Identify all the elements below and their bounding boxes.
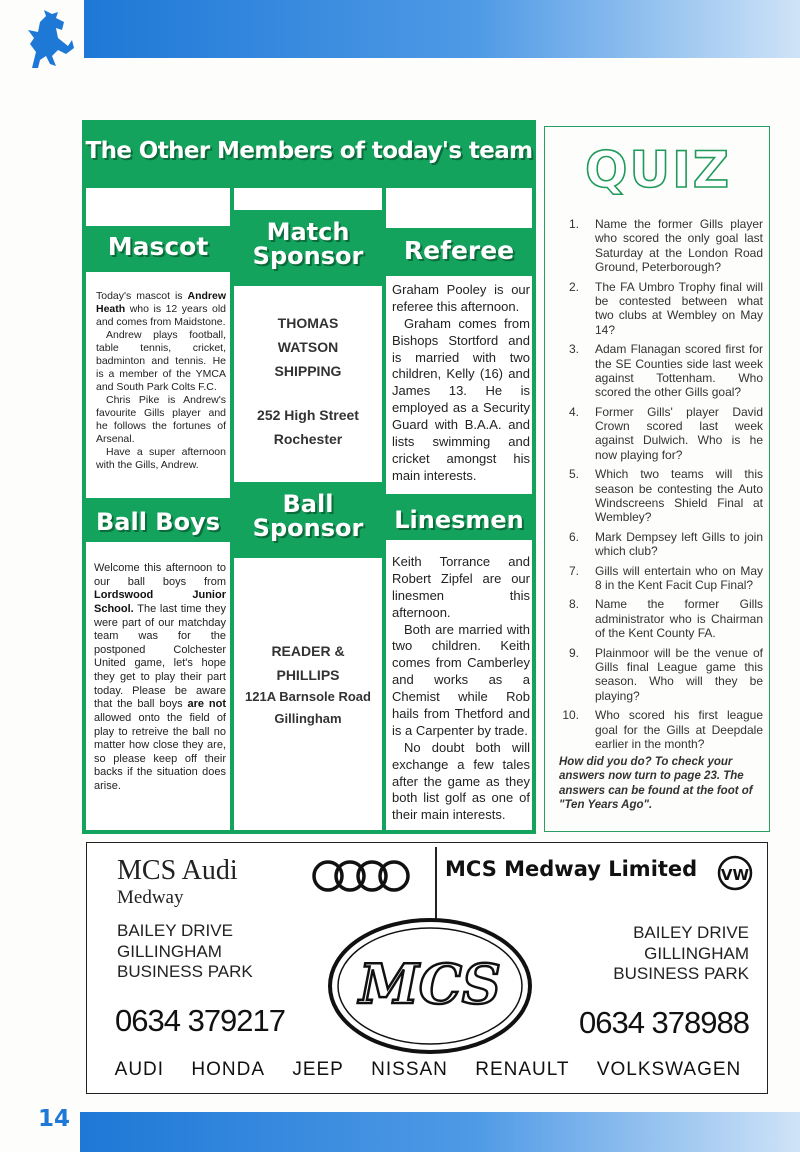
horse-logo-icon — [22, 8, 76, 70]
match-sponsor-address: 252 High Street Rochester — [257, 407, 359, 447]
audi-rings-icon — [311, 859, 411, 893]
advert-left-address: BAILEY DRIVE GILLINGHAM BUSINESS PARK — [117, 921, 253, 982]
make-renault: RENAULT — [475, 1059, 570, 1080]
referee-text: Graham Pooley is our referee this afternoon. Graham comes from Bishops Stortford and is married with two children, Kelly (16) and James 13. He is employed as a Security Guard with B.A.A. and lists swimming and cricket amongst his main interests. — [392, 282, 530, 483]
quiz-question: 10. Who scored his first league goal for the Gills at Deepdale earlier in the month? — [562, 708, 763, 751]
make-honda: HONDA — [191, 1059, 265, 1080]
ball-boys-text: Welcome this afternoon to our ball boys from Lordswood Junior School. The last time they were part of our matchday team was for the postponed Colchester United game, let's hope they get to play their part today. Please be aware that the ball boys are not allowed onto the field of play to retreive the ball no matter how close they are, so please keep off their backs if the situation does arise. — [94, 562, 226, 792]
svg-text:MCS: MCS — [359, 952, 501, 1016]
quiz-list — [557, 217, 763, 756]
ball-sponsor-heading: Ball Sponsor — [252, 490, 364, 542]
ball-sponsor-address: 121A Barnsole Road Gillingham — [245, 689, 371, 727]
quiz-question: 9. Plainmoor will be the venue of Gills final League game this season. Who will they be playing? — [568, 645, 763, 703]
quiz-question: 2. The FA Umbro Trophy final will be contested between what two clubs at Wembley on May 14? — [568, 279, 763, 337]
quiz-question: 5. Which two teams will this season be contesting the Auto Windscreens Shield Final at Wembley? — [568, 467, 763, 525]
mascot-heading: Mascot — [107, 232, 209, 261]
referee-heading: Referee — [403, 236, 515, 265]
footer-bar — [80, 1112, 800, 1152]
make-jeep: JEEP — [292, 1059, 344, 1080]
header-strip-right — [386, 188, 532, 228]
ball-boys-heading: Ball Boys — [95, 508, 220, 536]
vw-logo-icon — [717, 855, 753, 891]
quiz-question: 7. Gills will entertain who on May 8 in the Kent Facit Cup Final? — [568, 563, 763, 592]
quiz-question: 8. Name the former Gills administrator who is Chairman of the Kent County FA. — [568, 597, 763, 641]
car-makes-list — [87, 1059, 769, 1081]
header-bar — [84, 0, 800, 58]
team-panel — [82, 120, 536, 834]
match-sponsor-heading: Match Sponsor — [252, 218, 364, 270]
page-number: 14 — [38, 1106, 71, 1132]
advert-right-address: BAILEY DRIVE GILLINGHAM BUSINESS PARK — [613, 923, 749, 984]
svg-text:VW: VW — [720, 866, 750, 884]
quiz-question: 6. Mark Dempsey left Gills to join which club? — [568, 529, 763, 559]
header-strip-middle — [234, 188, 382, 210]
make-volkswagen: VOLKSWAGEN — [596, 1059, 742, 1080]
mascot-text: Today's mascot is Andrew Heath who is 12 years old and comes from Maidstone. Andrew plays football, table tennis, cricket, badminton and tennis. He is a member of the YMCA and South Park Colts F.C. Chris Pike is Andrew's favourite Gills player and he follows the fortunes of Arsenal. Have a super afternoon with the Gills, Andrew. — [96, 290, 226, 472]
quiz-footer: How did you do? To check your answers now turn to page 23. The answers can be found at the foot of "Ten Years Ago". — [559, 756, 753, 812]
header-strip-left — [86, 188, 230, 226]
linesmen-text: Keith Torrance and Robert Zipfel are our linesmen this afternoon. Both are married with two children. Keith comes from Camberley and works as a Chemist while Rob hails from Thetford and is a Carpenter by trade. No doubt both will exchange a few tales after the game as they both list golf as one of their main interests. — [392, 554, 530, 823]
advert-left-phone: 0634 379217 — [115, 1003, 286, 1038]
mcs-advert — [86, 842, 768, 1094]
quiz-question: 1. Name the former Gills player who scored the only goal last Saturday at the London Road Ground, Peterborough? — [568, 217, 763, 275]
make-audi: AUDI — [114, 1059, 165, 1080]
advert-left-title: MCS Audi — [117, 855, 238, 886]
advert-left-subtitle: Medway — [117, 887, 184, 908]
quiz-question: 3. Adam Flanagan scored first for the SE Counties side last week against Tottenham. Who scored the other Gills goal? — [568, 342, 763, 400]
mcs-logo-icon — [327, 917, 533, 1055]
advert-right-phone: 0634 378988 — [578, 1005, 749, 1040]
linesmen-heading: Linesmen — [394, 506, 524, 534]
match-sponsor-name: THOMAS WATSON SHIPPING — [274, 315, 342, 379]
quiz-title: QUIZ — [585, 141, 731, 199]
quiz-question: 4. Former Gills' player David Crown scored last week against Dulwich. Who is he now playing for? — [568, 404, 763, 462]
make-nissan: NISSAN — [371, 1059, 448, 1080]
quiz-panel — [544, 126, 770, 832]
panel-title: The Other Members of today's team — [85, 138, 533, 164]
advert-right-title: MCS Medway Limited — [445, 857, 698, 881]
ball-sponsor-name: READER & PHILLIPS — [271, 643, 345, 683]
